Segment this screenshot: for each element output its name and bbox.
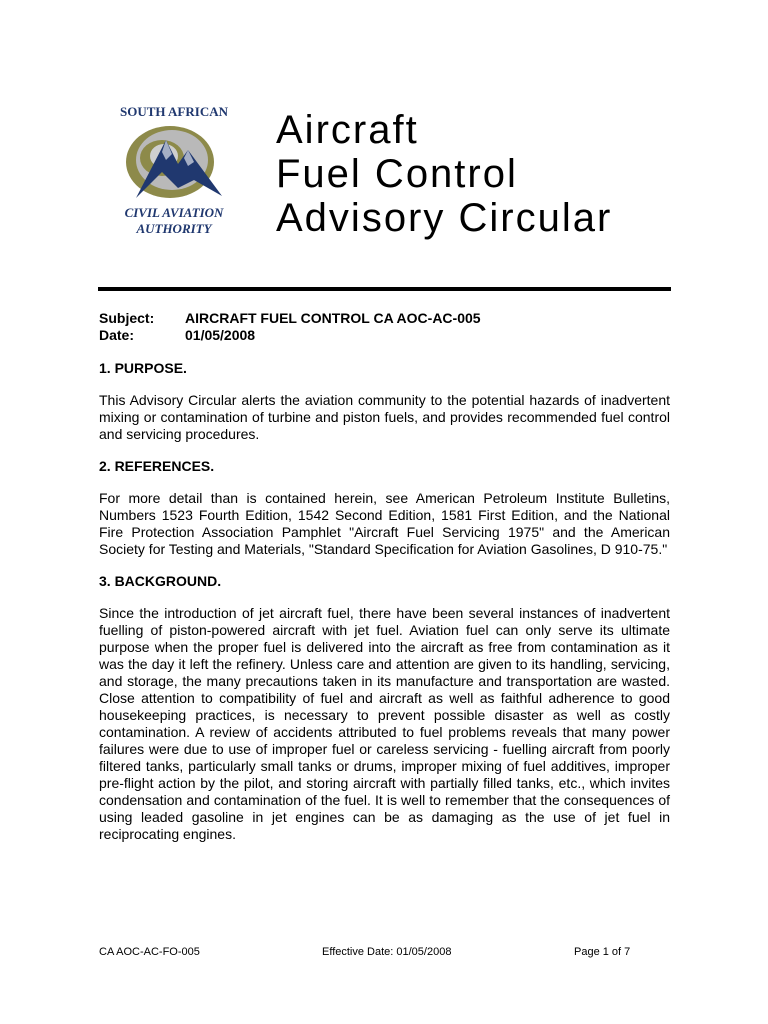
document-meta — [99, 310, 481, 344]
logo-bottom-line-1: CIVIL AVIATION — [124, 205, 224, 220]
subject-label: Subject: — [99, 310, 155, 326]
globe-mountain-icon — [122, 120, 226, 204]
subject-row — [99, 310, 481, 327]
section-body-references: For more detail than is contained herein, see American Petroleum Institute Bulletins, Numbers 1523 Fourth Edition, 1542 Second Edition, 1581 First Edition, and the National Fire Protection Association Pamphlet "Aircraft Fuel Servicing 1975" and the American Society for Testing and Materials, "Standard Specification for Aviation Gasolines, D 910-75." — [99, 490, 670, 557]
section-heading-background: 3. BACKGROUND. — [99, 573, 222, 589]
section-heading-purpose: 1. PURPOSE. — [99, 360, 187, 376]
section-heading-references: 2. REFERENCES. — [99, 458, 215, 474]
title-divider — [98, 287, 671, 291]
date-value: 01/05/2008 — [185, 327, 256, 343]
date-row — [99, 327, 481, 344]
title-line-3: Advisory Circular — [276, 196, 613, 240]
footer-page-number: Page 1 of 7 — [574, 946, 631, 958]
logo-bottom-line-2: AUTHORITY — [136, 221, 212, 236]
title-line-1: Aircraft — [276, 108, 419, 152]
footer-effective-date: Effective Date: 01/05/2008 — [322, 946, 452, 958]
date-label: Date: — [99, 327, 135, 343]
section-body-purpose: This Advisory Circular alerts the aviation community to the potential hazards of inadvertent mixing or contamination of turbine and piston fuels, and provides recommended fuel control and servicing procedures. — [99, 392, 670, 442]
section-body-background: Since the introduction of jet aircraft fuel, there have been several instances of inadvertent fuelling of piston-powered aircraft with jet fuel. Aviation fuel can only serve its ultimate purpose when the proper fuel is delivered into the aircraft as free from contamination as it was the day it left the refinery. Unless care and attention are given to its handling, servicing, and storage, the many precautions taken in its manufacture and transportation are wasted. Close attention to compatibility of fuel and aircraft as well as faithful adherence to good housekeeping practices, is necessary to prevent possible disaster as well as costly contamination. A review of accidents attributed to fuel problems reveals that many power failures were due to use of improper fuel or careless servicing - fuelling aircraft from poorly filtered tanks, particularly small tanks or drums, improper mixing of fuel additives, improper pre-flight action by the pilot, and storing aircraft with partially filled tanks, etc., which invites condensation and contamination of the fuel. It is well to remember that the consequences of using leaded gasoline in jet engines can be as damaging as the use of jet fuel in reciprocating engines. — [99, 605, 670, 842]
logo-bottom-text — [112, 205, 236, 237]
subject-value: AIRCRAFT FUEL CONTROL CA AOC-AC-005 — [185, 310, 481, 326]
logo-top-text: SOUTH AFRICAN — [120, 104, 228, 119]
document-title — [276, 108, 612, 240]
document-body — [99, 360, 670, 858]
title-line-2: Fuel Control — [276, 152, 518, 196]
sacaa-logo — [112, 98, 244, 246]
footer-doc-number: CA AOC-AC-FO-005 — [99, 946, 200, 958]
